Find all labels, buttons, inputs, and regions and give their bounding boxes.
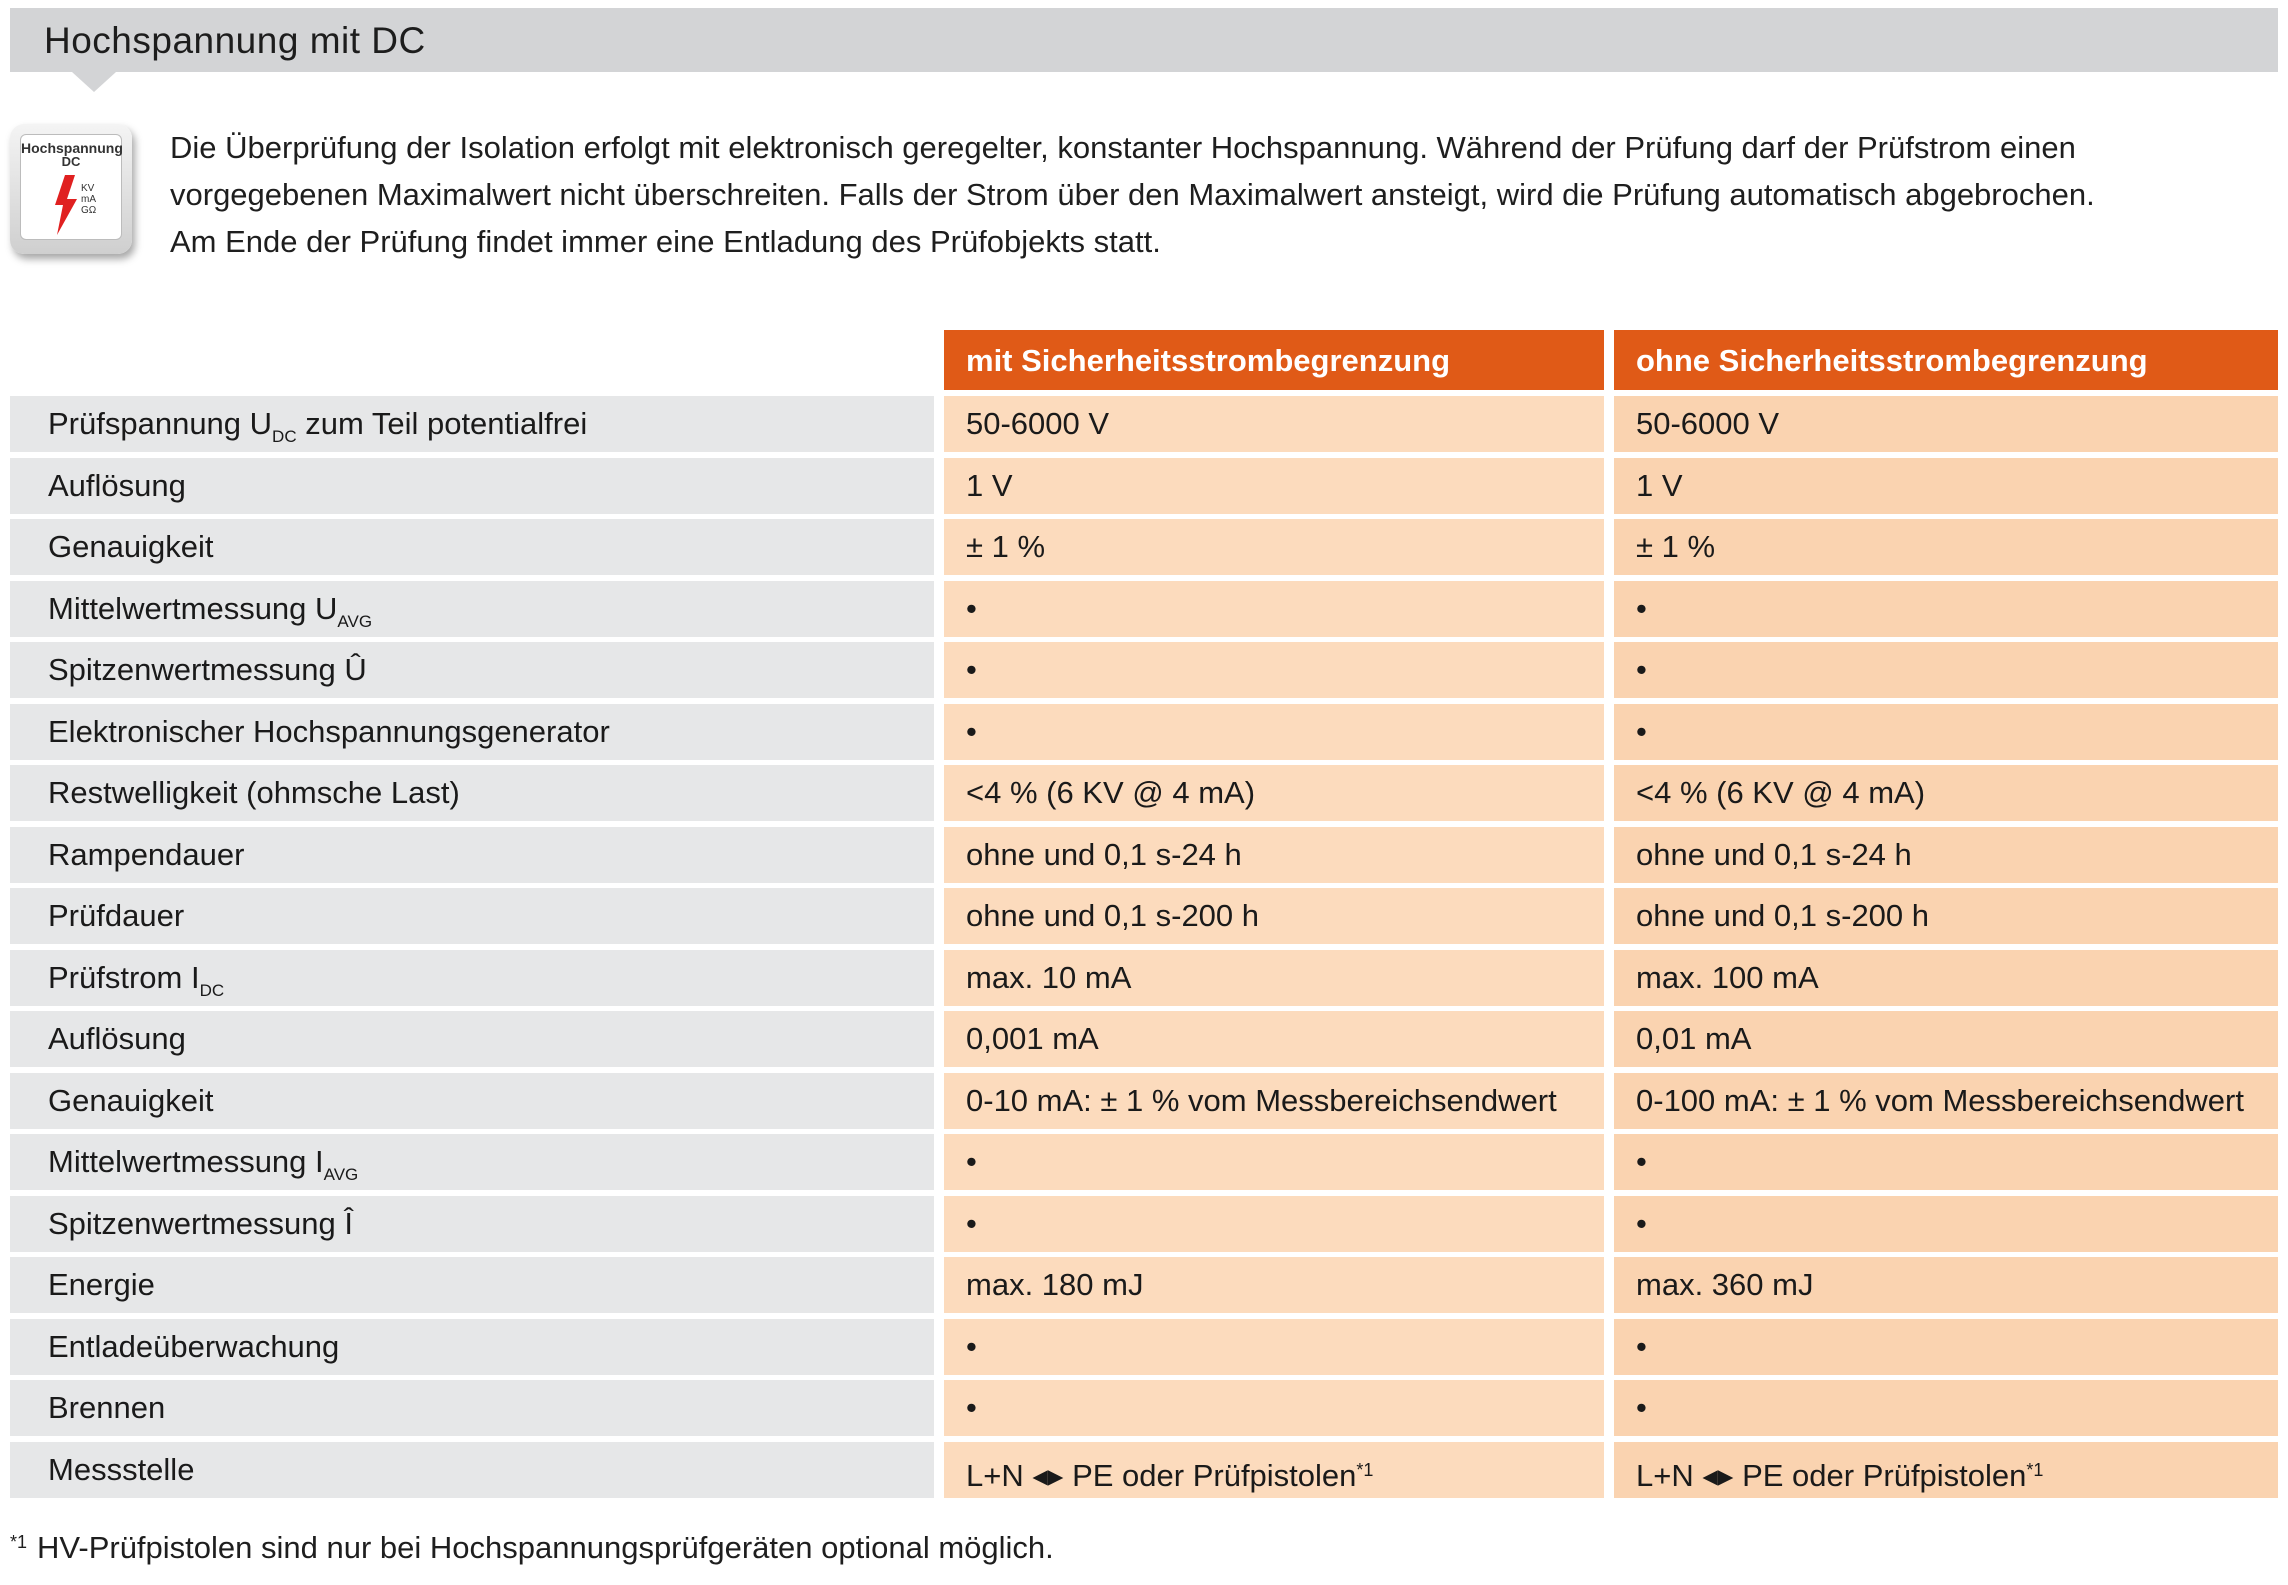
value-with-limit-text: 0,001 mA [966, 1021, 1099, 1056]
row-label [10, 765, 934, 821]
badge-units [81, 183, 96, 216]
badge-unit-kv: KV [81, 183, 95, 194]
badge-line-2: DC [61, 154, 81, 169]
value-with-limit-text: ohne und 0,1 s-24 h [966, 837, 1242, 872]
row-label-text: Entladeüberwachung [48, 1329, 340, 1364]
value-with-limit-text: • [966, 1390, 977, 1425]
value-without-limit-text: • [1636, 1390, 1647, 1425]
value-with-limit [944, 458, 1604, 514]
value-with-limit-text: • [966, 714, 977, 749]
row-label-text: Brennen [48, 1390, 166, 1425]
footnote [10, 1530, 1054, 1566]
value-with-limit-text: 1 V [966, 468, 1013, 503]
row-label [10, 1319, 934, 1375]
value-with-limit-text: max. 180 mJ [966, 1267, 1144, 1302]
value-with-limit [944, 1134, 1604, 1190]
value-without-limit [1614, 704, 2278, 760]
value-with-limit [944, 1011, 1604, 1067]
value-without-limit [1614, 1196, 2278, 1252]
row-label [10, 1442, 934, 1498]
value-with-limit [944, 1442, 1604, 1498]
row-label-text: Spitzenwertmessung Î [48, 1206, 353, 1241]
footnote-ref: *1 [2026, 1460, 2044, 1480]
row-label [10, 1073, 934, 1129]
value-with-limit-text: • [966, 591, 977, 626]
value-without-limit-text: <4 % (6 KV @ 4 mA) [1636, 775, 1926, 810]
intro-paragraph [170, 124, 2250, 265]
value-with-limit-text: max. 10 mA [966, 960, 1132, 995]
value-without-limit [1614, 765, 2278, 821]
row-label-text: Genauigkeit [48, 1083, 214, 1118]
row-label-text: Prüfdauer [48, 898, 185, 933]
column-header-with-limit: mit Sicherheitsstrombegrenzung [944, 330, 1604, 390]
badge-unit-gohm: GΩ [81, 205, 97, 216]
value-without-limit-text: 1 V [1636, 468, 1683, 503]
value-without-limit-text: • [1636, 714, 1647, 749]
value-with-limit-text: • [966, 1206, 977, 1241]
value-with-limit [944, 1196, 1604, 1252]
badge-line-1: Hochspannung [21, 140, 123, 156]
value-without-limit [1614, 458, 2278, 514]
row-label-subscript: AVG [337, 612, 373, 631]
row-label-suffix: zum Teil potentialfrei [296, 406, 588, 441]
value-with-limit [944, 888, 1604, 944]
value-with-limit [944, 1073, 1604, 1129]
value-without-limit [1614, 1442, 2278, 1498]
row-label [10, 396, 934, 452]
row-label-text: Prüfstrom I [48, 960, 200, 995]
value-with-limit [944, 581, 1604, 637]
value-without-limit-text: 0-100 mA: ± 1 % vom Messbereichsendwert [1636, 1083, 2244, 1118]
row-label [10, 827, 934, 883]
value-without-limit [1614, 1011, 2278, 1067]
badge-unit-ma: mA [81, 194, 96, 205]
row-label-text: Auflösung [48, 1021, 186, 1056]
row-label [10, 1011, 934, 1067]
value-without-limit-text: ohne und 0,1 s-24 h [1636, 837, 1912, 872]
value-without-limit [1614, 950, 2278, 1006]
row-label-text: Mittelwertmessung U [48, 591, 338, 626]
value-without-limit-text: 0,01 mA [1636, 1021, 1752, 1056]
row-label-text: Elektronischer Hochspannungsgenerator [48, 714, 610, 749]
row-label [10, 1134, 934, 1190]
value-with-limit [944, 396, 1604, 452]
lightning-bolt-icon [51, 175, 81, 235]
row-label-text: Genauigkeit [48, 529, 214, 564]
value-with-limit [944, 827, 1604, 883]
header-notch [72, 72, 116, 92]
value-with-limit [944, 1319, 1604, 1375]
row-label-text: Messstelle [48, 1452, 195, 1487]
value-without-limit-text: • [1636, 1329, 1647, 1364]
value-with-limit [944, 1257, 1604, 1313]
column-header-without-limit: ohne Sicherheitsstrombegrenzung [1614, 330, 2278, 390]
value-with-limit [944, 950, 1604, 1006]
value-with-limit-text: 0-10 mA: ± 1 % vom Messbereichsendwert [966, 1083, 1557, 1118]
intro-line-1: Die Überprüfung der Isolation erfolgt mit elektronisch geregelter, konstanter Hochspannung. Während der Prüfung darf der Prüfstrom einen [170, 130, 2076, 165]
value-with-limit-text: 50-6000 V [966, 406, 1110, 441]
badge-face [20, 134, 122, 240]
value-with-limit-text: • [966, 1144, 977, 1179]
value-with-limit [944, 1380, 1604, 1436]
value-without-limit [1614, 396, 2278, 452]
row-label-text: Mittelwertmessung I [48, 1144, 324, 1179]
row-label-text: Energie [48, 1267, 155, 1302]
row-label [10, 642, 934, 698]
value-with-limit-text: • [966, 1329, 977, 1364]
row-label [10, 1257, 934, 1313]
value-with-limit [944, 642, 1604, 698]
row-label [10, 519, 934, 575]
intro-line-2: vorgegebenen Maximalwert nicht überschreiten. Falls der Strom über den Maximalwert ansteigt, wird die Prüfung automatisch abgebrochen. [170, 177, 2095, 212]
footnote-text: HV-Prüfpistolen sind nur bei Hochspannungsprüfgeräten optional möglich. [37, 1530, 1054, 1565]
value-without-limit [1614, 1073, 2278, 1129]
row-label-subscript: DC [272, 427, 297, 446]
value-without-limit-text: • [1636, 1206, 1647, 1241]
section-header [10, 8, 2278, 72]
value-without-limit [1614, 1380, 2278, 1436]
row-label-text: Restwelligkeit (ohmsche Last) [48, 775, 460, 810]
intro-line-3: Am Ende der Prüfung findet immer eine Entladung des Prüfobjekts statt. [170, 224, 1161, 259]
value-with-limit-text: • [966, 652, 977, 687]
value-without-limit [1614, 519, 2278, 575]
row-label-text: Rampendauer [48, 837, 245, 872]
value-without-limit-text: ± 1 % [1636, 529, 1716, 564]
row-label [10, 1380, 934, 1436]
value-without-limit [1614, 827, 2278, 883]
value-with-limit-text: <4 % (6 KV @ 4 mA) [966, 775, 1256, 810]
row-label-text: Spitzenwertmessung Û [48, 652, 367, 687]
value-without-limit-text: max. 100 mA [1636, 960, 1819, 995]
value-with-limit [944, 704, 1604, 760]
row-label [10, 950, 934, 1006]
value-without-limit [1614, 888, 2278, 944]
row-label [10, 888, 934, 944]
row-label-text: Auflösung [48, 468, 186, 503]
value-without-limit-text: ohne und 0,1 s-200 h [1636, 898, 1930, 933]
row-label [10, 581, 934, 637]
value-without-limit [1614, 581, 2278, 637]
row-label [10, 704, 934, 760]
footnote-ref: *1 [1356, 1460, 1374, 1480]
value-without-limit [1614, 1134, 2278, 1190]
footnote-mark: *1 [10, 1532, 28, 1552]
value-without-limit [1614, 1257, 2278, 1313]
value-without-limit [1614, 642, 2278, 698]
value-without-limit-text: L+N ◂▸ PE oder Prüfpistolen [1636, 1458, 2027, 1493]
row-label-subscript: DC [199, 981, 225, 1000]
value-with-limit [944, 519, 1604, 575]
value-with-limit-text: L+N ◂▸ PE oder Prüfpistolen [966, 1458, 1357, 1493]
value-with-limit-text: ± 1 % [966, 529, 1046, 564]
value-without-limit-text: max. 360 mJ [1636, 1267, 1814, 1302]
value-without-limit [1614, 1319, 2278, 1375]
row-label [10, 458, 934, 514]
value-without-limit-text: 50-6000 V [1636, 406, 1780, 441]
value-with-limit [944, 765, 1604, 821]
row-label-subscript: AVG [323, 1165, 359, 1184]
high-voltage-dc-icon [10, 124, 132, 254]
value-with-limit-text: ohne und 0,1 s-200 h [966, 898, 1260, 933]
value-without-limit-text: • [1636, 591, 1647, 626]
value-without-limit-text: • [1636, 1144, 1647, 1179]
row-label [10, 1196, 934, 1252]
value-without-limit-text: • [1636, 652, 1647, 687]
row-label-text: Prüfspannung U [48, 406, 273, 441]
section-title: Hochspannung mit DC [44, 20, 426, 61]
